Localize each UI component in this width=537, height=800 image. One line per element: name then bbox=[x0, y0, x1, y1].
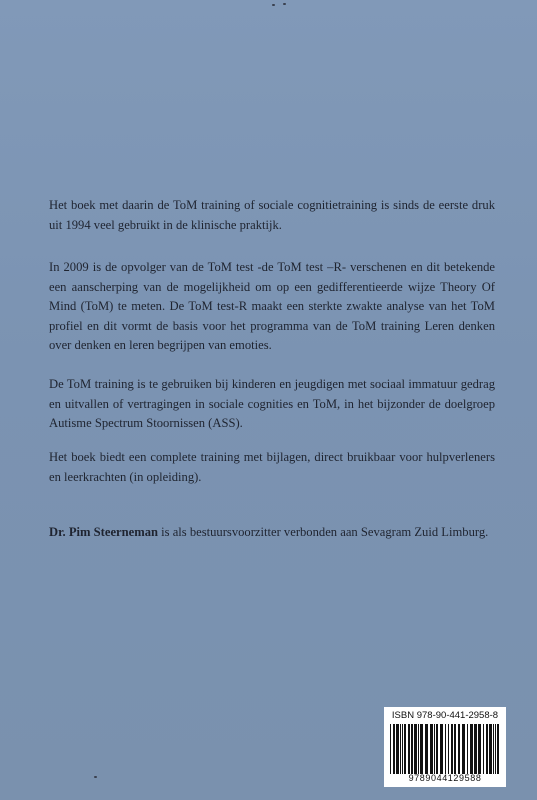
author-bio bbox=[49, 523, 495, 543]
barcode-bar bbox=[402, 724, 403, 774]
barcode-bar bbox=[396, 724, 399, 774]
barcode-bar bbox=[404, 724, 406, 774]
barcode-bar bbox=[430, 724, 433, 774]
barcode-bar bbox=[489, 724, 492, 774]
barcode-bar bbox=[414, 724, 417, 774]
print-speck bbox=[94, 776, 97, 778]
barcode-bar bbox=[418, 724, 419, 774]
print-speck bbox=[272, 4, 275, 6]
isbn-barcode-label bbox=[384, 707, 506, 787]
barcode-bar bbox=[493, 724, 494, 774]
barcode-bar bbox=[454, 724, 456, 774]
barcode-bar bbox=[393, 724, 395, 774]
barcode-bar bbox=[495, 724, 496, 774]
paragraph-contents: Het boek biedt een complete training met bijlagen, direct bruikbaar voor hulpverleners en leerkrachten (in opleiding). bbox=[49, 450, 495, 484]
barcode-bar bbox=[478, 724, 481, 774]
barcode-bar bbox=[436, 724, 438, 774]
barcode-bar bbox=[467, 724, 468, 774]
barcode-bar bbox=[434, 724, 435, 774]
paragraph-tom-test: In 2009 is de opvolger van de ToM test -de ToM test –R- verschenen en dit betekende een aanscherping van de mogelijkheid om op een gedifferentieerde wijze Theory Of Mind (ToM) te meten. De ToM test-R maakt een sterkte zwakte analyse van het ToM profiel en dit vormt de basis voor het programma van de ToM training Leren denken over denken en leren begrijpen van emoties. bbox=[49, 260, 495, 353]
barcode-digits: 9789044129588 bbox=[408, 773, 482, 783]
barcode-bar bbox=[408, 724, 410, 774]
barcode-bar bbox=[497, 724, 499, 774]
barcode-bar bbox=[486, 724, 488, 774]
author-description: is als bestuursvoorzitter verbonden aan Sevagram Zuid Limburg. bbox=[158, 525, 489, 539]
isbn-number: ISBN 978-90-441-2958-8 bbox=[391, 710, 499, 721]
barcode-bar bbox=[425, 724, 428, 774]
barcode-bar bbox=[420, 724, 423, 774]
barcode-bar bbox=[411, 724, 413, 774]
barcode-bar bbox=[440, 724, 443, 774]
barcode bbox=[388, 724, 502, 774]
barcode-bar bbox=[451, 724, 453, 774]
print-speck bbox=[283, 3, 286, 5]
barcode-bar bbox=[462, 724, 465, 774]
barcode-bar bbox=[458, 724, 460, 774]
barcode-bar bbox=[445, 724, 446, 774]
barcode-bar bbox=[390, 724, 391, 774]
author-name: Dr. Pim Steerneman bbox=[49, 525, 159, 539]
barcode-bar bbox=[483, 724, 484, 774]
barcode-bar bbox=[400, 724, 401, 774]
barcode-bar bbox=[448, 724, 449, 774]
barcode-bar bbox=[470, 724, 473, 774]
paragraph-intro: Het boek met daarin de ToM training of sociale cognitietraining is sinds de eerste druk uit 1994 veel gebruikt in de klinische praktijk. bbox=[49, 198, 495, 232]
paragraph-target-group: De ToM training is te gebruiken bij kinderen en jeugdigen met sociaal immatuur gedrag en uitvallen of vertragingen in sociale cognities en ToM, in het bijzonder de doelgroep Autisme Spectrum Stoornissen (ASS). bbox=[49, 377, 495, 431]
barcode-bar bbox=[474, 724, 477, 774]
